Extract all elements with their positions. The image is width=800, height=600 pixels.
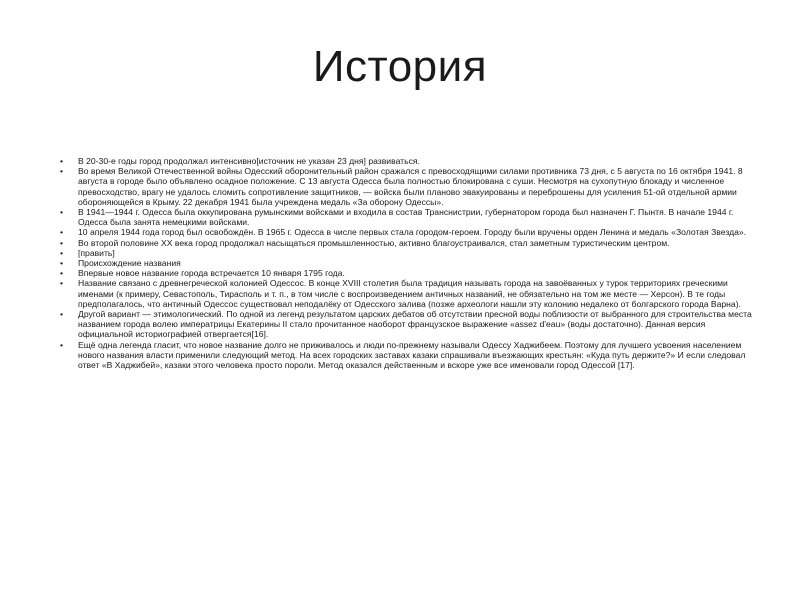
bullet-item — [60, 248, 755, 258]
slide-title: История — [312, 42, 488, 91]
bullet-icon: • — [60, 278, 64, 289]
bullet-item — [60, 166, 755, 207]
section-heading-text: Происхождение названия — [78, 258, 181, 269]
bullet-text: Во время Великой Отечественной войны Одесский оборонительный район сражался с превосходящими силами противника 73 дня, с 5 августа по 16 октября 1941. 8 августа в городе было объявлено осадное положение. С 13 августа Одесса была полностью блокирована с суши. Несмотря на сухопутную блокаду и численное превосходство, врагу не удалось сломить сопротивление защитников, — войска были планово эвакуированы и переброшены для усиления 51-ой отдельной армии обороняющейся в Крыму. 22 декабря 1941 была учреждена медаль «За оборону Одессы». — [78, 166, 743, 207]
edit-link-text: [править] — [78, 247, 115, 258]
bullet-icon: • — [60, 227, 64, 238]
bullet-item — [60, 207, 755, 227]
bullet-icon: • — [60, 309, 64, 320]
bullet-icon: • — [60, 156, 64, 166]
bullet-list — [60, 156, 755, 370]
bullet-text: Другой вариант — этимологический. По одной из легенд результатом царских дебатов об отсутствии пресной воды поблизости от выбранного для строительства места названием города волею императрицы Екатерины II стало прочитанное наоборот французское выражение «assez d'eau» (воды достаточно). Данная версия официальной историографией отвергается[16]. — [78, 309, 752, 340]
bullet-item — [60, 258, 755, 268]
bullet-item — [60, 340, 755, 371]
bullet-icon: • — [60, 207, 64, 218]
bullet-item — [60, 268, 755, 278]
bullet-text: Название связано с древнегреческой колонией Одессос. В конце XVIII столетия была традиция называть города на завоёванных у турок территориях греческими именами (к примеру, Севастополь, Тирасполь и т. п., в том числе с воспроизведением античных названий, не обязательно на том же месте — Херсон). В те годы предполагалось, что античный Одессос существовал неподалёку от Одесского залива (позже археологи нашли эту колонию недалеко от болгарского города Варна). — [78, 278, 741, 309]
bullet-icon: • — [60, 166, 64, 177]
bullet-item — [60, 227, 755, 237]
bullet-icon: • — [60, 237, 64, 248]
bullet-text: В 1941—1944 г. Одесса была оккупирована румынскими войсками и входила в состав Транснистрии, губернатором города был назначен Г. Пынтя. В начале 1944 г. Одесса была занята немецкими войсками. — [78, 207, 734, 228]
bullet-item — [60, 156, 755, 166]
bullet-text: Во второй половине XX века город продолжал насыщаться промышленностью, активно благоустраивался, стал заметным туристическим центром. — [78, 237, 670, 248]
slide-content — [60, 156, 755, 370]
bullet-icon: • — [60, 339, 64, 350]
bullet-icon: • — [60, 268, 64, 279]
bullet-text: Впервые новое название города встречается 10 января 1795 года. — [78, 268, 345, 279]
bullet-item — [60, 278, 755, 309]
bullet-icon: • — [60, 247, 64, 258]
bullet-icon: • — [60, 258, 64, 269]
bullet-text: 10 апреля 1944 года город был освобождён. В 1965 г. Одесса в числе первых стала городом-героем. Городу были вручены орден Ленина и медаль «Золотая Звезда». — [78, 227, 747, 238]
bullet-text: Ещё одна легенда гласит, что новое название долго не приживалось и люди по-прежнему называли Одессу Хаджибеем. Поэтому для лучшего усвоения населением нового названия власти применили следующий метод. На всех городских заставах казаки спрашивали въезжающих крестьян: «Куда путь держите?» И если следовал ответ «В Хаджибей», казаки этого человека просто пороли. Метод оказался действенным и вскоре уже все именовали город Одессой [17]. — [78, 339, 746, 371]
bullet-item — [60, 309, 755, 340]
bullet-text: В 20-30-е годы город продолжал интенсивно[источник не указан 23 дня] развиваться. — [78, 156, 420, 166]
bullet-item — [60, 238, 755, 248]
